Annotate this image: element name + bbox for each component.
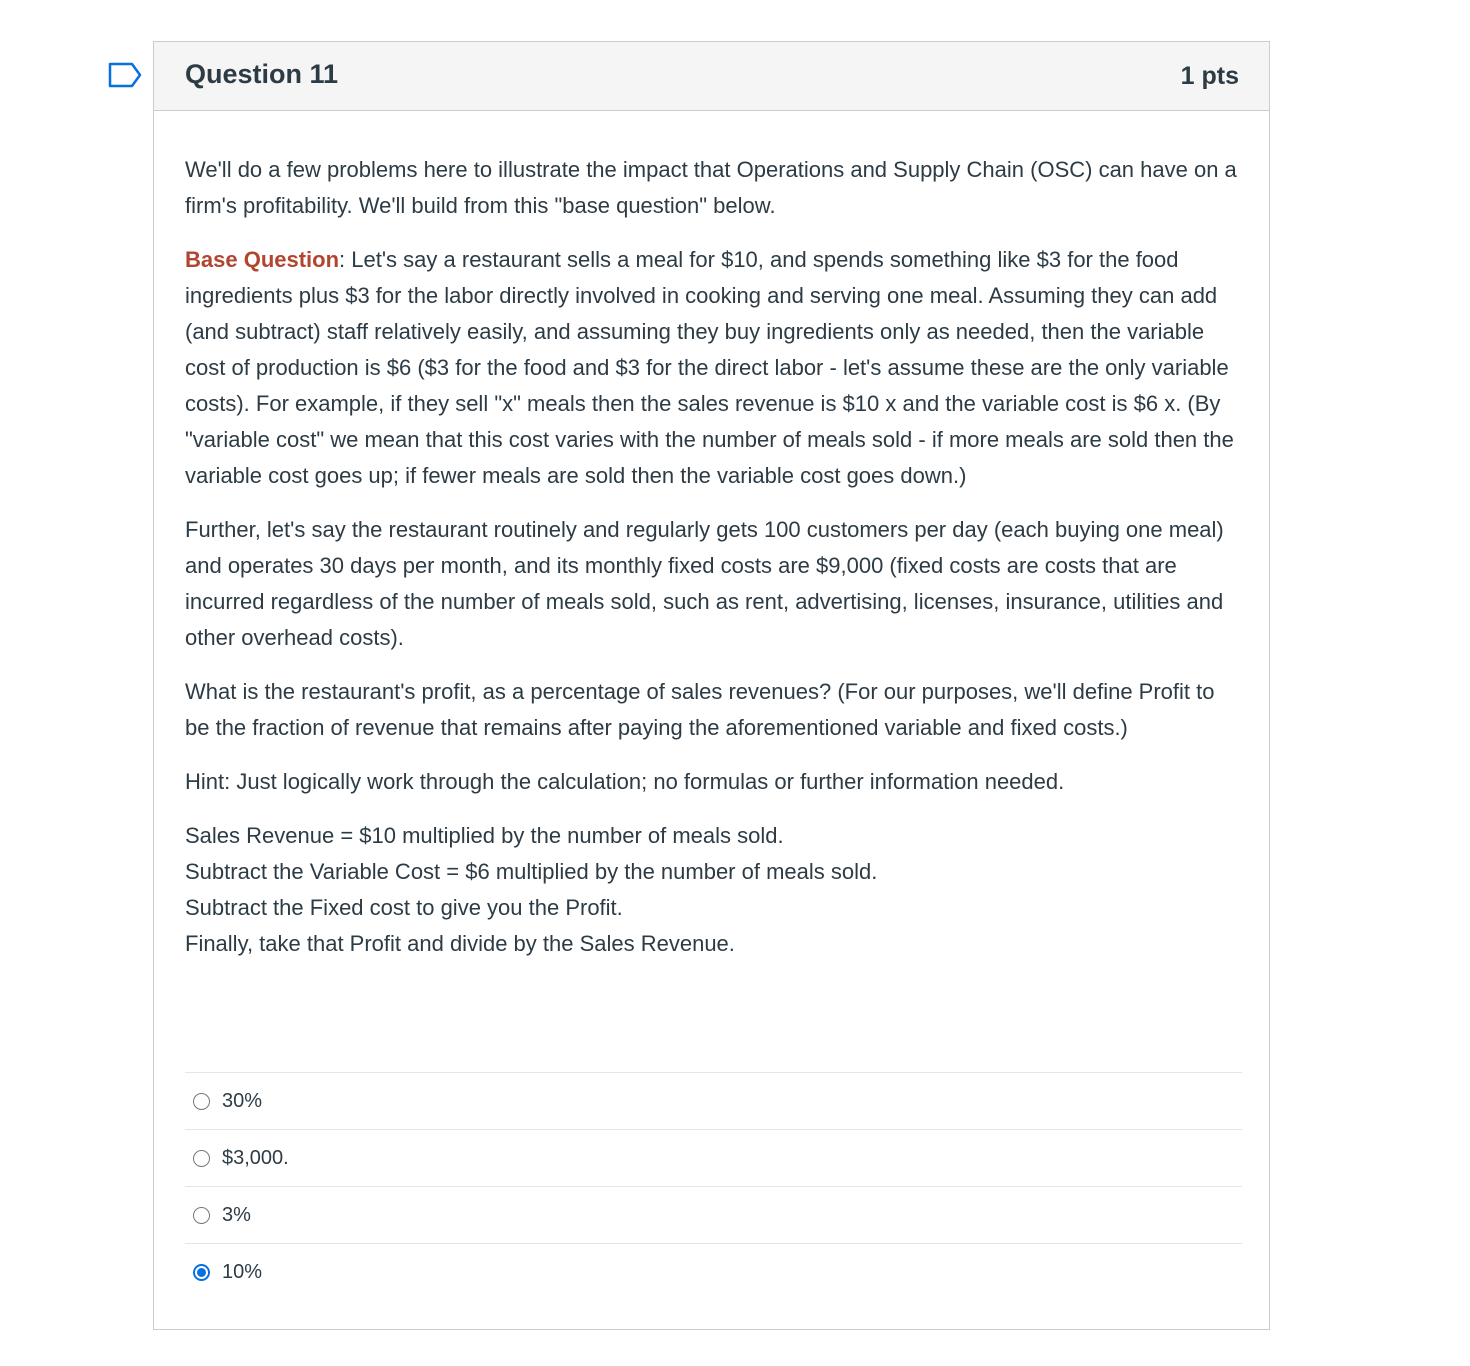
steps-paragraph <box>185 818 1245 962</box>
intro-paragraph: We'll do a few problems here to illustrate the impact that Operations and Supply Chain (OSC) can have on a firm's profitability. We'll build from this "base question" below. <box>185 157 1237 218</box>
radio-button[interactable] <box>193 1093 210 1110</box>
question-header <box>154 42 1269 111</box>
step-line: Sales Revenue = $10 multiplied by the number of meals sold. <box>185 823 784 848</box>
answer-option-3-percent[interactable] <box>185 1186 1242 1243</box>
answer-label[interactable]: 10% <box>222 1260 263 1283</box>
base-question-label: Base Question <box>185 247 340 272</box>
further-paragraph: Further, let's say the restaurant routinely and regularly gets 100 customers per day (each buying one meal) and operates 30 days per month, and its monthly fixed costs are $9,000 (fixed costs are costs that are incurred regardless of the number of meals sold, such as rent, advertising, licenses, insurance, utilities and other overhead costs). <box>185 517 1224 650</box>
question-title: Question 11 <box>185 59 339 89</box>
radio-button[interactable] <box>193 1207 210 1224</box>
flag-question-icon[interactable] <box>108 62 142 88</box>
answer-option-30-percent[interactable] <box>185 1072 1242 1129</box>
step-line: Subtract the Variable Cost = $6 multiplied by the number of meals sold. <box>185 859 878 884</box>
question-text <box>185 152 1245 980</box>
base-question-paragraph <box>185 242 1245 494</box>
radio-button-selected[interactable] <box>193 1264 210 1281</box>
answer-label[interactable]: $3,000. <box>222 1146 289 1169</box>
question-points: 1 pts <box>1180 62 1239 90</box>
radio-button[interactable] <box>193 1150 210 1167</box>
answer-label[interactable]: 30% <box>222 1089 263 1112</box>
step-line: Finally, take that Profit and divide by the Sales Revenue. <box>185 931 735 956</box>
base-question-text: : Let's say a restaurant sells a meal for $10, and spends something like $3 for the food ingredients plus $3 for the labor directly involved in cooking and serving one meal. Assuming they can add (and subtract) staff relatively easily, and assuming they buy ingredients only as needed, then the variable cost of production is $6 ($3 for the food and $3 for the direct labor - let's assume these are the only variable costs). For example, if they sell "x" meals then the sales revenue is $10 x and the variable cost is $6 x. (By "variable cost" we mean that this cost varies with the number of meals sold - if more meals are sold then the variable cost goes up; if fewer meals are sold then the variable cost goes down.) <box>185 247 1234 488</box>
answer-option-10-percent[interactable] <box>185 1243 1242 1300</box>
answer-label[interactable]: 3% <box>222 1203 251 1226</box>
answer-option-3000-dollars[interactable] <box>185 1129 1242 1186</box>
hint-paragraph: Hint: Just logically work through the calculation; no formulas or further information needed. <box>185 769 1065 794</box>
answer-list <box>185 1072 1242 1300</box>
ask-paragraph: What is the restaurant's profit, as a percentage of sales revenues? (For our purposes, we'll define Profit to be the fraction of revenue that remains after paying the aforementioned variable and fixed costs.) <box>185 679 1215 740</box>
step-line: Subtract the Fixed cost to give you the Profit. <box>185 895 623 920</box>
question-card <box>153 41 1270 1330</box>
